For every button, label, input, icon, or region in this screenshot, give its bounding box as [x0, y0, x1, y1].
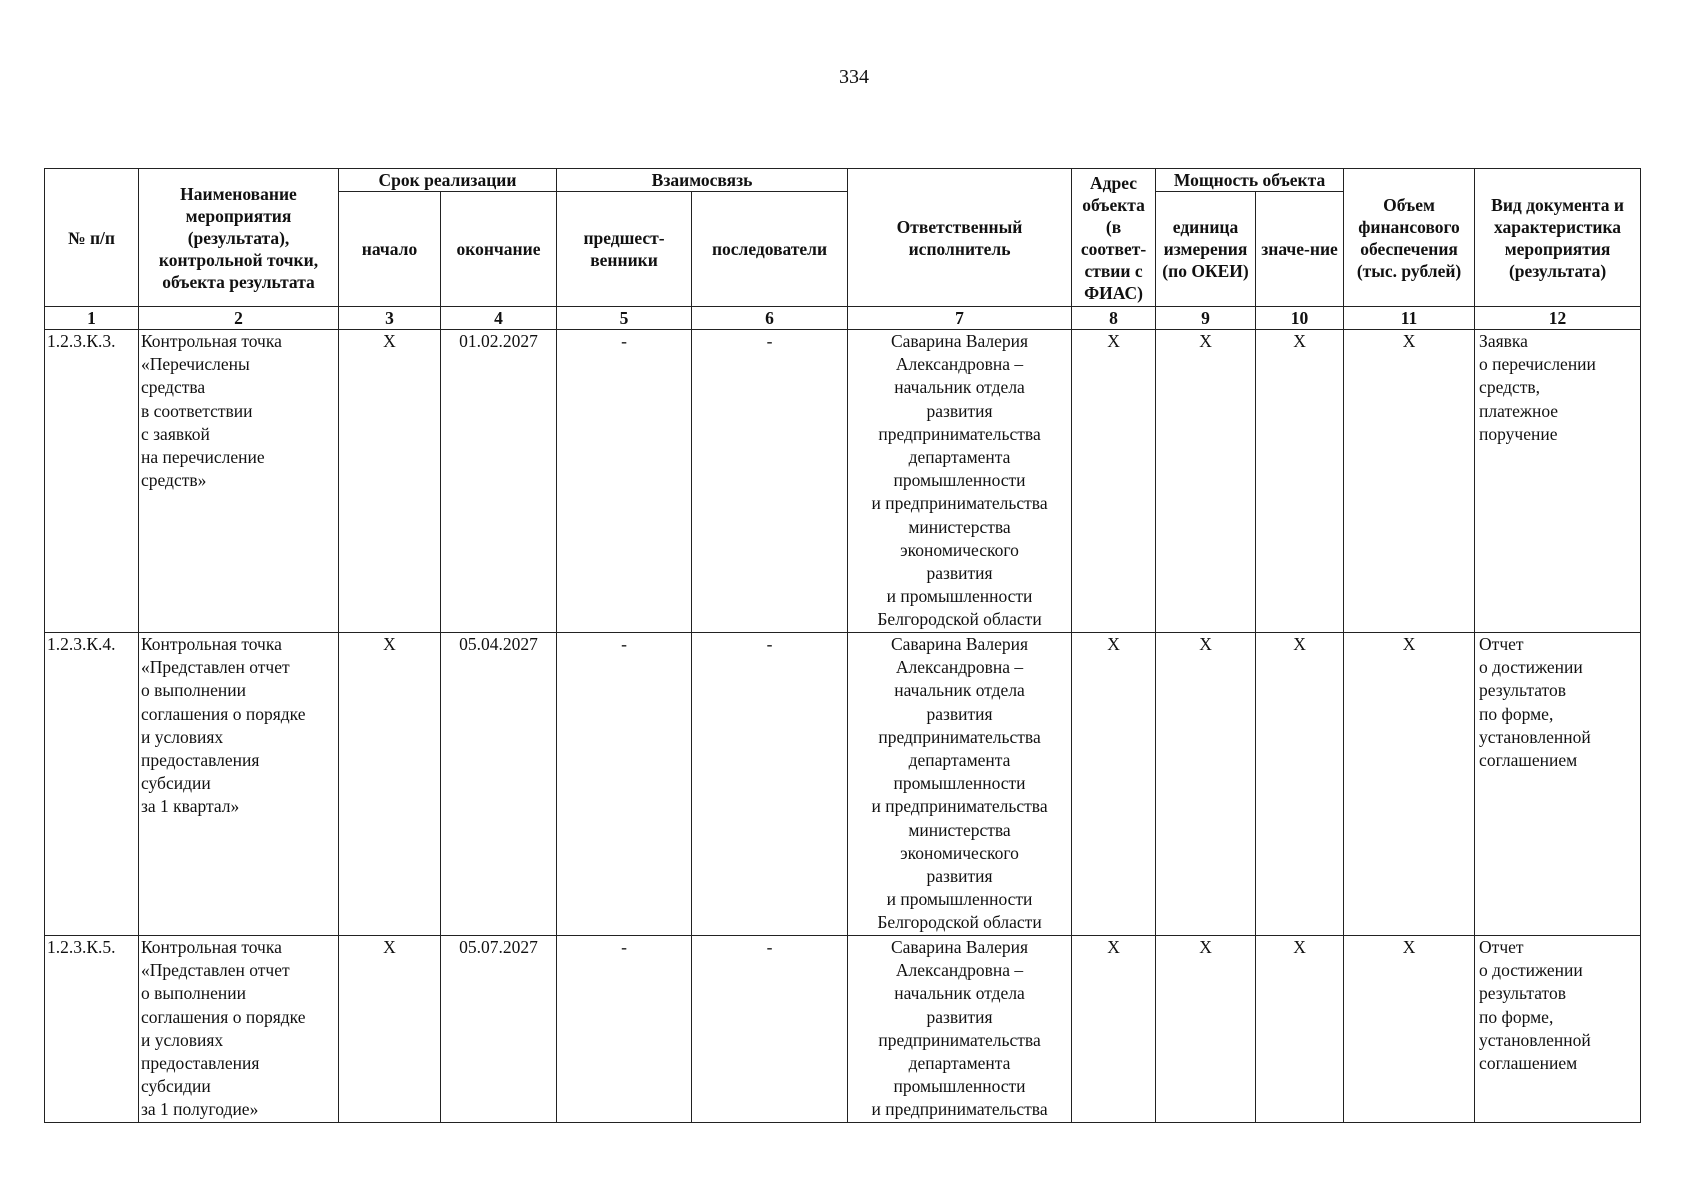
header-name: Наименование мероприятия (результата), контрольной точки, объекта результата	[139, 169, 339, 307]
cell-line: промышленности	[893, 773, 1026, 794]
cell-line: министерства	[908, 516, 1011, 537]
column-number: 11	[1344, 307, 1475, 330]
header-row-top	[45, 169, 1641, 192]
row-unit: X	[1156, 330, 1256, 633]
cell-line: Белгородской области	[877, 912, 1042, 933]
cell-line: установленной	[1479, 1029, 1591, 1050]
cell-line: «Перечислены	[141, 354, 250, 375]
table-row	[45, 633, 1641, 936]
header-doc-type: Вид документа и характеристика мероприятия (результата)	[1475, 169, 1641, 307]
cell-line: Белгородской области	[877, 609, 1042, 630]
header-term-end: окончание	[441, 192, 557, 307]
cell-line: развития	[926, 400, 993, 421]
row-name	[139, 633, 339, 936]
row-address: X	[1072, 330, 1156, 633]
column-number: 5	[557, 307, 692, 330]
cell-line: Александровна –	[895, 657, 1024, 678]
cell-line: Александровна –	[895, 354, 1024, 375]
column-number: 10	[1256, 307, 1344, 330]
row-predecessors: -	[557, 936, 692, 1123]
cell-line: министерства	[908, 819, 1011, 840]
table-body	[45, 330, 1641, 1123]
cell-line: о достижении	[1479, 960, 1583, 981]
cell-line: о перечислении	[1479, 354, 1596, 375]
column-number: 9	[1156, 307, 1256, 330]
cell-line: на перечисление	[141, 447, 265, 468]
column-number: 8	[1072, 307, 1156, 330]
header-capacity-group: Мощность объекта	[1156, 169, 1344, 192]
cell-line: предпринимательства	[878, 726, 1041, 747]
cell-line: и условиях	[141, 726, 224, 747]
cell-line: поручение	[1479, 423, 1558, 444]
row-unit: X	[1156, 633, 1256, 936]
cell-line: промышленности	[893, 1076, 1026, 1097]
cell-line: о выполнении	[141, 983, 246, 1004]
row-successors: -	[692, 330, 848, 633]
cell-line: и предпринимательства	[871, 1099, 1048, 1120]
cell-line: в соответствии	[141, 400, 253, 421]
cell-line: предпринимательства	[878, 1029, 1041, 1050]
row-start: X	[339, 633, 441, 936]
cell-line: платежное	[1479, 400, 1559, 421]
cell-line: Контрольная точка	[141, 634, 282, 654]
header-capacity-unit: единица измерения (по ОКЕИ)	[1156, 192, 1256, 307]
cell-line: промышленности	[893, 470, 1026, 491]
cell-line: департамента	[908, 1053, 1011, 1074]
cell-line: и промышленности	[886, 586, 1033, 607]
cell-line: по форме,	[1479, 703, 1554, 724]
column-number: 4	[441, 307, 557, 330]
page-number: 334	[839, 66, 869, 88]
cell-line: предоставления	[141, 750, 260, 771]
column-number: 6	[692, 307, 848, 330]
cell-line: развития	[926, 703, 993, 724]
cell-line: развития	[926, 1006, 993, 1027]
cell-line: субсидии	[141, 773, 211, 794]
row-responsible	[848, 330, 1072, 633]
cell-line: с заявкой	[141, 423, 210, 444]
row-finance: X	[1344, 936, 1475, 1123]
row-end: 01.02.2027	[441, 330, 557, 633]
cell-line: развития	[926, 866, 993, 887]
table-row	[45, 330, 1641, 633]
cell-line: и условиях	[141, 1029, 224, 1050]
cell-line: развития	[926, 563, 993, 584]
row-finance: X	[1344, 633, 1475, 936]
header-link-succ: последователи	[692, 192, 848, 307]
row-unit: X	[1156, 936, 1256, 1123]
cell-line: и предпринимательства	[871, 796, 1048, 817]
cell-line: за 1 квартал»	[141, 796, 240, 817]
row-address: X	[1072, 633, 1156, 936]
row-num: 1.2.3.К.3.	[45, 330, 139, 633]
cell-line: Отчет	[1479, 937, 1524, 957]
row-finance: X	[1344, 330, 1475, 633]
cell-line: начальник отдела	[894, 983, 1025, 1004]
header-term-group: Срок реализации	[339, 169, 557, 192]
cell-line: по форме,	[1479, 1006, 1554, 1027]
header-link-pred: предшест-венники	[557, 192, 692, 307]
cell-line: Саварина Валерия	[890, 331, 1029, 351]
cell-line: установленной	[1479, 726, 1591, 747]
cell-line: экономического	[900, 842, 1019, 863]
row-doc-type	[1475, 633, 1641, 936]
row-end: 05.04.2027	[441, 633, 557, 936]
cell-line: субсидии	[141, 1076, 211, 1097]
cell-line: средств»	[141, 470, 207, 491]
cell-line: Заявка	[1479, 331, 1528, 351]
row-successors: -	[692, 936, 848, 1123]
cell-line: департамента	[908, 447, 1011, 468]
row-doc-type	[1475, 936, 1641, 1123]
cell-line: средств,	[1479, 377, 1541, 398]
cell-line: начальник отдела	[894, 377, 1025, 398]
column-number: 12	[1475, 307, 1641, 330]
cell-line: «Представлен отчет	[141, 960, 290, 981]
cell-line: Александровна –	[895, 960, 1024, 981]
row-address: X	[1072, 936, 1156, 1123]
cell-line: соглашения о порядке	[141, 703, 306, 724]
cell-line: начальник отдела	[894, 680, 1025, 701]
row-end: 05.07.2027	[441, 936, 557, 1123]
column-number: 1	[45, 307, 139, 330]
cell-line: предпринимательства	[878, 423, 1041, 444]
header-link-group: Взаимосвязь	[557, 169, 848, 192]
cell-line: результатов	[1479, 680, 1566, 701]
cell-line: Отчет	[1479, 634, 1524, 654]
cell-line: результатов	[1479, 983, 1566, 1004]
table-row	[45, 936, 1641, 1123]
row-predecessors: -	[557, 330, 692, 633]
cell-line: Саварина Валерия	[890, 634, 1029, 654]
row-name	[139, 330, 339, 633]
header-term-start: начало	[339, 192, 441, 307]
column-number: 7	[848, 307, 1072, 330]
row-doc-type	[1475, 330, 1641, 633]
row-value: X	[1256, 633, 1344, 936]
header-num: № п/п	[45, 169, 139, 307]
row-responsible	[848, 936, 1072, 1123]
cell-line: департамента	[908, 750, 1011, 771]
cell-line: Саварина Валерия	[890, 937, 1029, 957]
column-number: 2	[139, 307, 339, 330]
cell-line: за 1 полугодие»	[141, 1099, 259, 1120]
cell-line: соглашением	[1479, 750, 1578, 771]
header-address: Адрес объекта (в соответ-ствии с ФИАС)	[1072, 169, 1156, 307]
row-start: X	[339, 936, 441, 1123]
cell-line: соглашением	[1479, 1053, 1578, 1074]
cell-line: средства	[141, 377, 206, 398]
cell-line: и промышленности	[886, 889, 1033, 910]
row-start: X	[339, 330, 441, 633]
row-successors: -	[692, 633, 848, 936]
cell-line: о достижении	[1479, 657, 1583, 678]
row-value: X	[1256, 936, 1344, 1123]
header-finance: Объем финансового обеспечения (тыс. рублей)	[1344, 169, 1475, 307]
cell-line: соглашения о порядке	[141, 1006, 306, 1027]
row-responsible	[848, 633, 1072, 936]
row-value: X	[1256, 330, 1344, 633]
row-num: 1.2.3.К.4.	[45, 633, 139, 936]
header-capacity-value: значе-ние	[1256, 192, 1344, 307]
cell-line: Контрольная точка	[141, 331, 282, 351]
cell-line: о выполнении	[141, 680, 246, 701]
cell-line: экономического	[900, 539, 1019, 560]
row-num: 1.2.3.К.5.	[45, 936, 139, 1123]
cell-line: и предпринимательства	[871, 493, 1048, 514]
row-name	[139, 936, 339, 1123]
row-predecessors: -	[557, 633, 692, 936]
activities-table	[44, 168, 1641, 1123]
cell-line: «Представлен отчет	[141, 657, 290, 678]
column-number-row	[45, 307, 1641, 330]
cell-line: предоставления	[141, 1053, 260, 1074]
header-responsible: Ответственный исполнитель	[848, 169, 1072, 307]
column-number: 3	[339, 307, 441, 330]
cell-line: Контрольная точка	[141, 937, 282, 957]
